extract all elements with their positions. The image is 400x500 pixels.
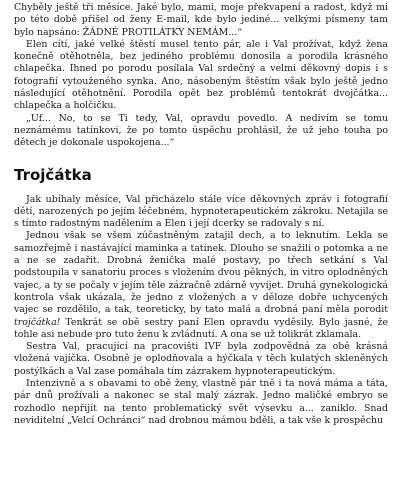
paragraph-text: Jednou však se všem zúčastněným zatajil dech, a to leknutím. Lekla se samozřejmě i nastávající maminka a tatínek. Dlouho se snažili o potomka a ne a ne se zadařit. Drobná ženička malé postavy, po třech setkání s Val podstoupila v sanatoriu proces s vložením dvou pěkných, in vitro oplodněných vajec, a ty se počaly v jejím těle zázračně zdárně vyvíjet. Druhá gynekologická kontrola však ukázala, že jedno z vložených a v děloze dobře uchycených vajec se rozdělilo, a tak, teoreticky, by tato malá a drobná paní měla porodit [14,230,388,316]
paragraph [14,230,388,341]
paragraph: Elen cítí, jaké velké štěstí musel tento pár, ale i Val prožívat, když žena konečně otěhotněla, bez jediného problému donosila a porodila krásného chlapečka. Ihned po porodu posílala Val srdečný a velmi děkovný dopis i s fotografií vytouženého synka. Ano, násobeným štěstím však bylo ještě jedno následující otěhotnění. Porodila opět bez problémů tentokrát dvojčátka... chlapečka a holčičku. [14,38,388,112]
section-title: Trojčátka [14,165,92,184]
paragraph: Intenzivně a s obavami to obě ženy, vlastně pár tně i ta nová máma a táta, pár dnů prožívali a nakonec se stal malý zázrak. Jedno maličké embryo se rozhodlo nepřijít na tento problematický svět výsevku a... zaniklo. Snad neviditelní „Velcí Ochránci“ nad drobnou mámou bděli, a tak vše k prospěchu [14,378,388,426]
paragraph-text: Tenkrát se obě sestry paní Elen opravdu vyděsily. Bylo jasné, že tohle asi nebude pro tuto ženu k zvládnutí. A ona se už tolikrát zklamala. [14,316,388,340]
paragraph: Chyběly ještě tři měsíce. Jaké bylo, mami, moje překvapení a radost, když mi po této době přišel od ženy E-mail, kde bylo jediné... velkými písmeny tam bylo napsáno: ŽÁDNÉ PROTILÁTKY NEMÁM...“ [14,2,388,38]
emphasis-text: trojčátka! [14,316,61,328]
paragraph: „Uf... No, to se Ti tedy, Val, opravdu povedlo. A nedivím se tomu neznámému tatínkovi, že po tomto úspěchu prohlásil, že už jeho touha po dětech je dokonale uspokojena...“ [14,112,388,149]
paragraph: Sestra Val, pracující na pracovišti IVF byla zodpovědná za obě krásná vložená vajíčka. Osobně je oplodňovala a hýčkala v těch kulatých skleněných postýlkách a Val zase pomáhala tím zázrakem hypnoterapeutickým. [14,341,388,377]
paragraph: Jak ubíhaly měsíce, Val přicházelo stále více děkovných zpráv i fotografií dětí, narozených po jejím léčebném, hypnoterapeutickém zákroku. Netajila se s tímto radostným nadělením a Elen i její dcerky se radovaly s ní. [14,193,388,230]
